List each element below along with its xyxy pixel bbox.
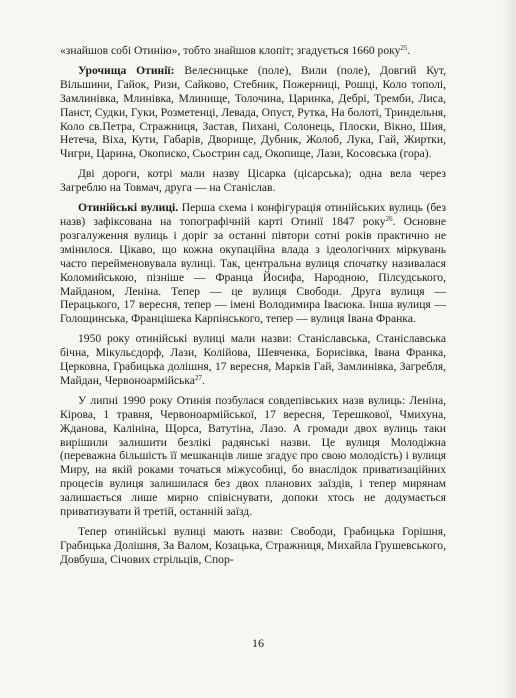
- paragraph-6-text: У липні 1990 року Отинія позбулася совдепівських назв вулиць: Леніна, Кірова, 1 травня, Червоноармійської, 17 вересня, Терешкової, Чмихуна, Жданова, Калініна, Щорса, Ватутіна, Лазо. А громади двох вулиць таки вирішили залишити безлікі радянські назви. Це вулиця Молодіжна (переважна більшість її мешканців лише згадує про свою молодість) і вулиця Миру, на якій роками точаться міжусобиці, бо внаслідок приватизаційних процесів вулиця залишилася без двох планових заїздів, і тепер мирянам залишається лише мирно співіснувати, допоки хтось не додумається приватизувати й третій, останній заїзд.: [60, 393, 446, 519]
- paragraph-4: [60, 201, 446, 326]
- paragraph-7: [60, 525, 446, 567]
- paragraph-4-text: Перша схема і конфігурація отинійських вулиць (без назв) зафіксована на топографічній карті Отинії 1847 року: [60, 201, 446, 228]
- paragraph-5-end: .: [201, 373, 205, 387]
- paragraph-3-text: Дві дороги, котрі мали назву Цісарка (цісарська); одна вела через Загреблю на Товмач, друга — на Станіслав.: [60, 167, 446, 195]
- footnote-ref-27: 27: [194, 373, 202, 382]
- scan-edge-shadow: [502, 0, 516, 698]
- paragraph-2: [60, 64, 446, 161]
- section-heading-vulytsi: Отинійські вулиці.: [78, 201, 179, 215]
- paragraph-3: [60, 167, 446, 195]
- paragraph-6: [60, 394, 446, 519]
- paragraph-1-text: «знайшов собі Отинію», тобто знайшов клопіт; згадується 1660 року: [60, 44, 401, 57]
- paragraph-5-text: 1950 року отинійські вулиці мали назви: Станіславська, Станіславська бічна, Мікульсдорф, Лази, Колійова, Шевченка, Борисівка, Івана Франка, Церковна, Грабицька долішня, 17 вересня, Марків Гай, Замлинівка, Загребля, Майдан, Червоноармійська: [60, 332, 446, 387]
- paragraph-4-rest: . Основне розгалуження вулиць і доріг за останні півтори сотні років практично не змінилося. Цікаво, що кожна окупаційна влада з ідеологічних міркувань часто перейменовувала вулиці. Так, центральна вулиця спочатку називалася Коломийською, пізніше — Франца Йосифа, Народною, Пілсудського, Майданом, Леніна. Тепер — це вулиця Свободи. Друга вулиця — Перацького, 17 вересня, тепер — імені Володимира Івасюка. Інша вулиця — Голощинська, Францішека Карпінського, тепер — вулиця Івана Франка.: [60, 214, 446, 326]
- paragraph-1-end: .: [407, 44, 411, 57]
- page-number: 16: [252, 636, 264, 650]
- paragraph-5: [60, 332, 446, 388]
- paragraph-1: [60, 44, 446, 58]
- paragraph-7-text: Тепер отинійські вулиці мають назви: Свободи, Грабицька Горішня, Грабицька Долішня, За Валом, Козацька, Стражниця, Михайла Грушевського, Довбуша, Січових стрільців, Спор-: [60, 525, 446, 566]
- section-heading-urochyshcha: Урочища Отинії:: [78, 63, 175, 77]
- footnote-ref-25: 25: [400, 44, 408, 52]
- paragraph-2-text: Велесницьке (поле), Вили (поле), Довгий Кут, Вільшини, Гайок, Ризи, Сайково, Стебник, Пожерниці, Рошці, Коло тополі, Замлинівка, Млинівка, Млинище, Толочина, Царинка, Дебрі, Тремби, Лиса, Панст, Судки, Гуки, Розметенці, Левада, Опуст, Рутка, На болоті, Триндельня, Коло св.Петра, Стражниця, Застав, Пихані, Солонець, Плоски, Вікно, Шия, Нетеча, Віха, Кути, Габарів, Дворище, Дубник, Жолоб, Лука, Гай, Жиртки, Чигри, Царина, Окописко, Сьострин сад, Окопище, Лази, Косовська (гора).: [60, 63, 446, 161]
- footnote-ref-26: 26: [385, 214, 393, 223]
